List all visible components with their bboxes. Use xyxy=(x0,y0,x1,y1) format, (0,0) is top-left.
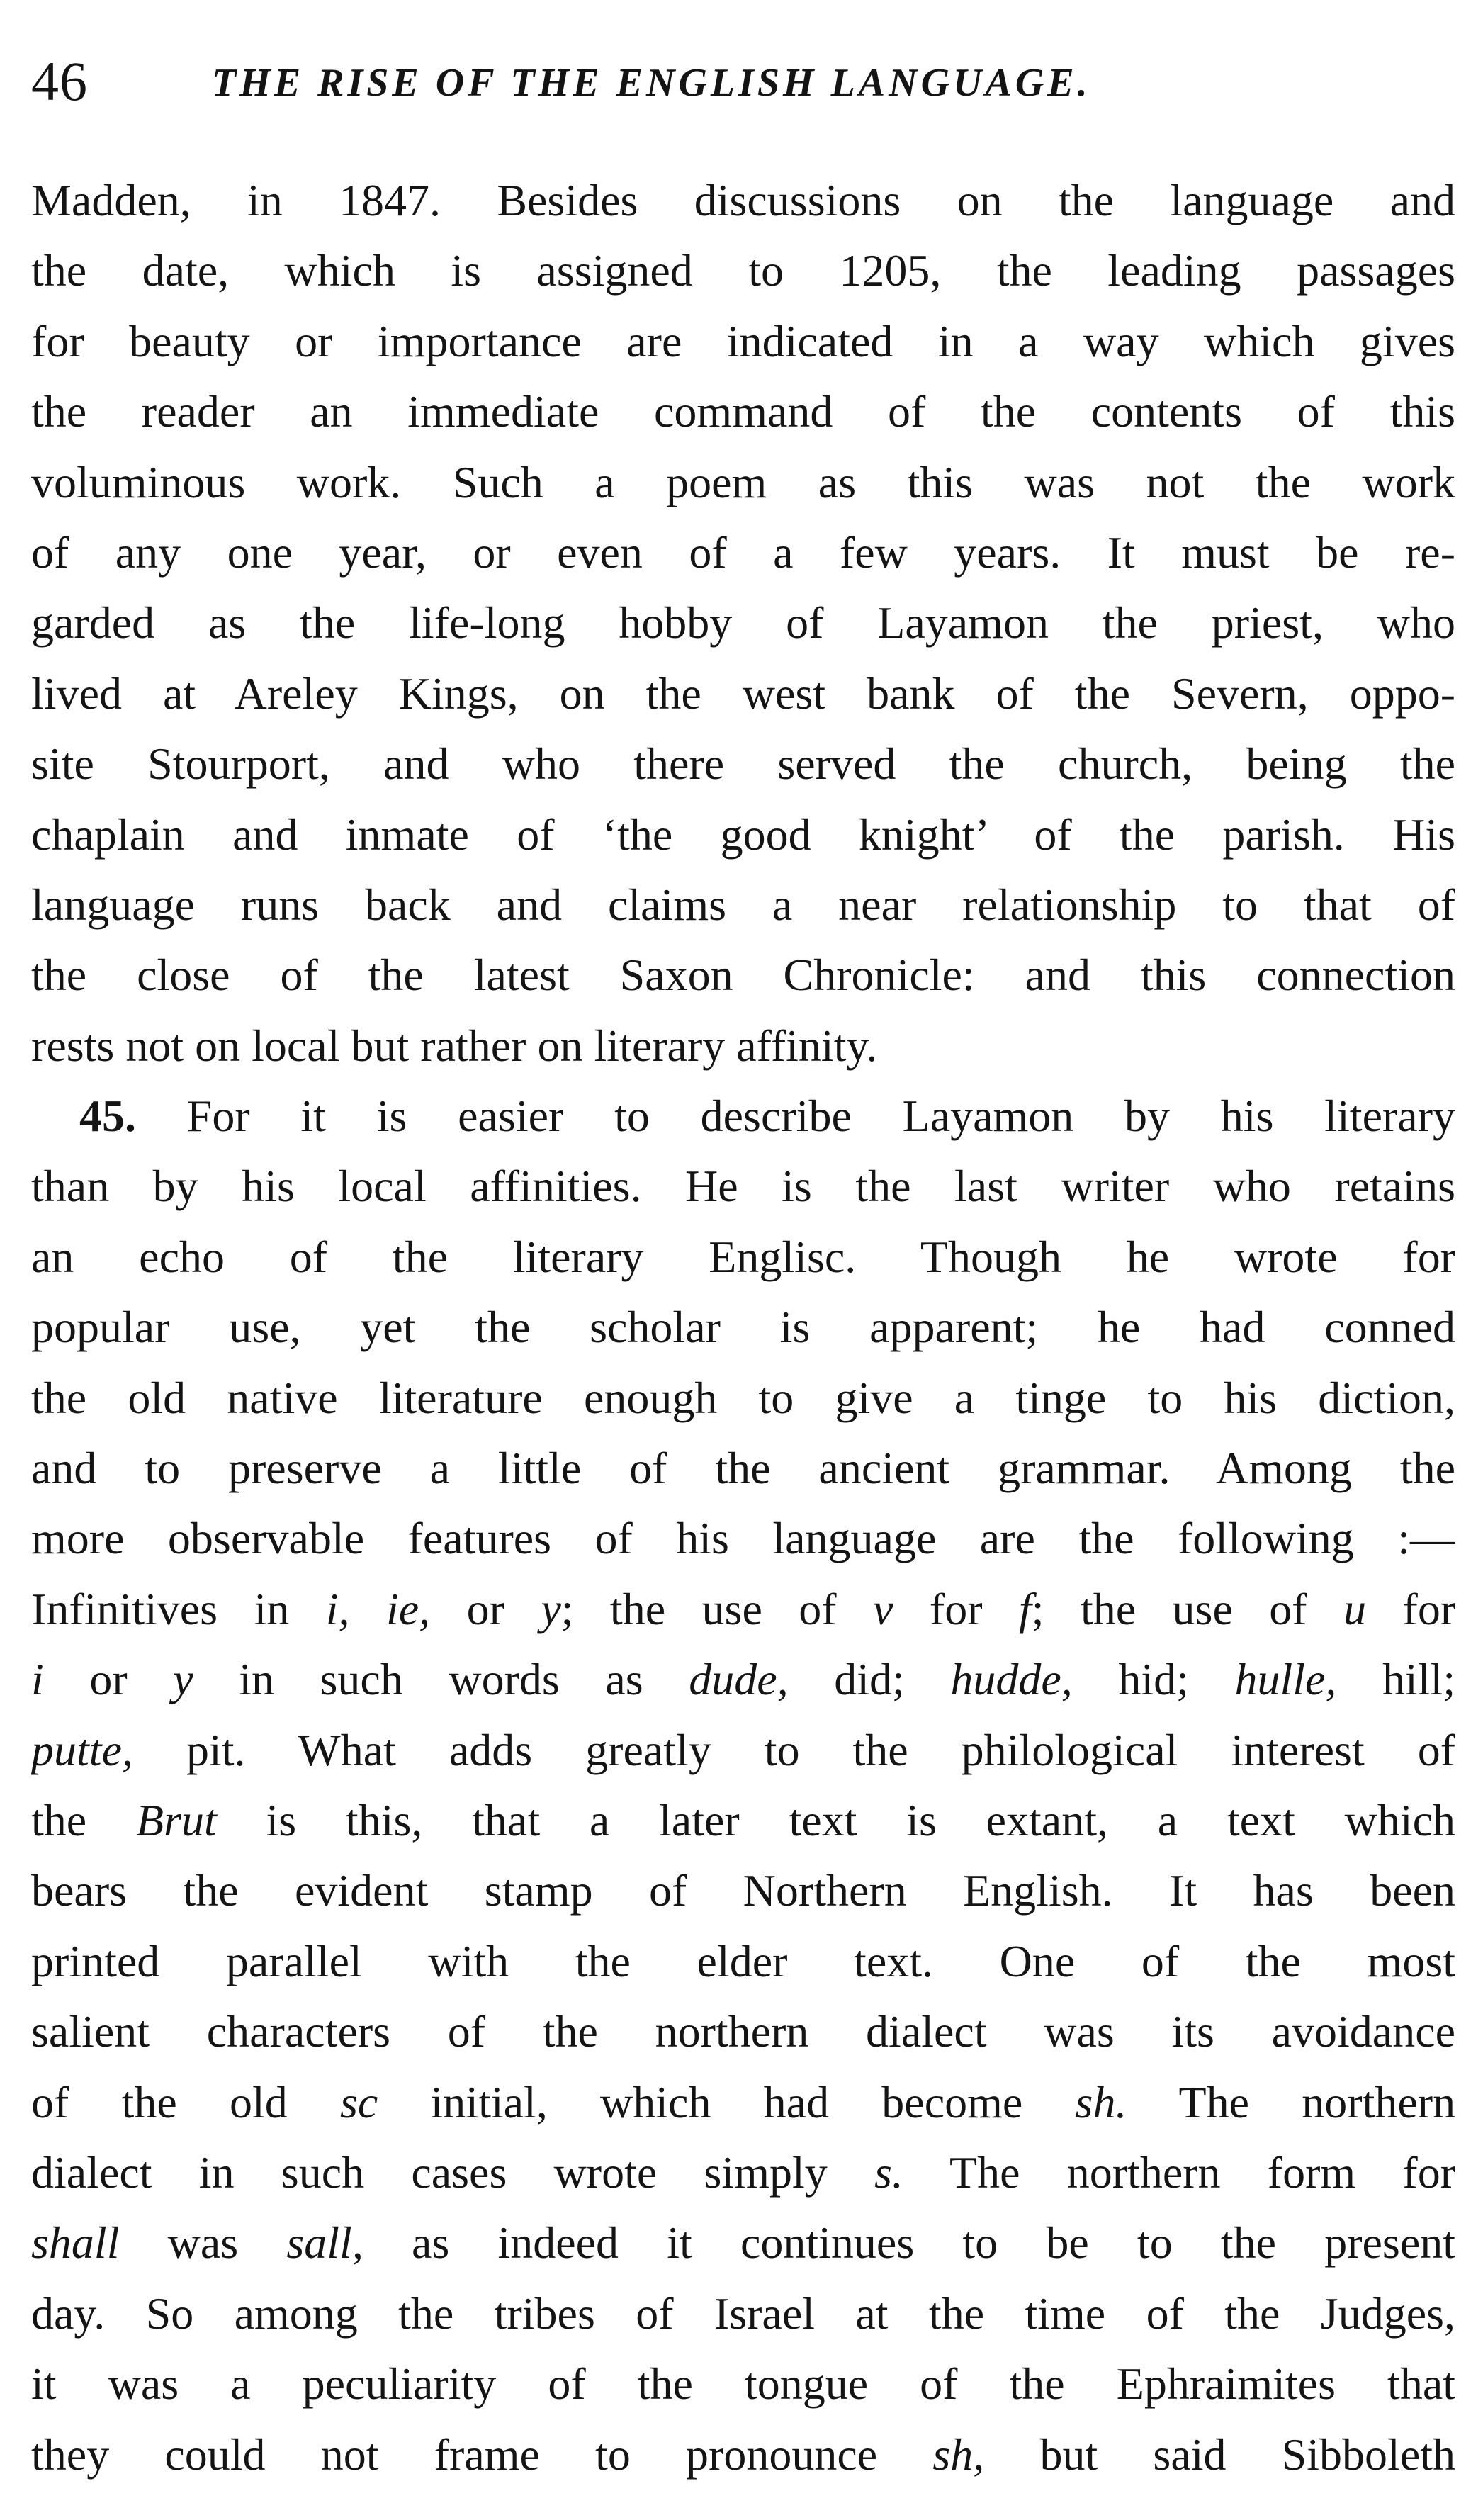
text-line: salient characters of the northern dialect was its avoidance xyxy=(31,2006,1455,2057)
italic-term: s. xyxy=(874,2147,903,2198)
text-line: an echo of the literary Englisc. Though he wrote for xyxy=(31,1231,1455,1282)
text-span: Infinitives in xyxy=(31,1583,290,1634)
text-line: popular use, yet the scholar is apparent; he had conned xyxy=(31,1302,1455,1353)
text-line xyxy=(31,1715,1455,1785)
italic-term: dude, xyxy=(689,1654,789,1705)
text-span: for xyxy=(929,1583,983,1634)
text-span: pit. What adds greatly to the philological interest of xyxy=(186,1724,1455,1775)
text-line xyxy=(31,1574,1455,1644)
text-line: and to preserve a little of the ancient grammar. Among the xyxy=(31,1443,1455,1494)
text-span: did; xyxy=(834,1654,905,1705)
italic-term: i xyxy=(31,1654,44,1705)
italic-term: y xyxy=(173,1654,193,1705)
italic-term: v xyxy=(873,1583,893,1634)
text-line: the date, which is assigned to 1205, the leading passages xyxy=(31,245,1455,296)
text-line xyxy=(31,1785,1455,1855)
italic-term: Brut xyxy=(135,1794,217,1845)
text-line: than by his local affinities. He is the last writer who retains xyxy=(31,1161,1455,1212)
text-line: chaplain and inmate of ‘the good knight’ of the parish. His xyxy=(31,809,1455,860)
text-line xyxy=(31,2207,1455,2278)
text-span: The northern xyxy=(1178,2076,1455,2127)
text-line xyxy=(31,2419,1455,2490)
text-line: printed parallel with the elder text. One of the most xyxy=(31,1935,1455,1986)
text-line: garded as the life-long hobby of Layamon the priest, who xyxy=(31,597,1455,648)
text-line: Madden, in 1847. Besides discussions on the language and xyxy=(31,175,1455,225)
italic-term: f xyxy=(1018,1583,1032,1634)
text-span: for xyxy=(1402,1583,1455,1634)
italic-term: sh. xyxy=(1075,2076,1127,2127)
text-span: For it is easier to describe Layamon by his literary xyxy=(186,1091,1455,1142)
text-span: dialect in such cases wrote simply xyxy=(31,2147,828,2198)
paragraph-45 xyxy=(31,1081,1455,2490)
italic-term: u xyxy=(1343,1583,1367,1634)
text-line: site Stourport, and who there served the church, being the xyxy=(31,738,1455,789)
text-line: more observable features of his language are the following :— xyxy=(31,1513,1455,1564)
text-line: lived at Areley Kings, on the west bank of the Severn, oppo- xyxy=(31,668,1455,719)
text-span: but said Sibboleth xyxy=(1039,2429,1455,2480)
text-line xyxy=(31,1081,1455,1151)
italic-term: sh, xyxy=(932,2429,985,2480)
text-line xyxy=(31,2067,1455,2137)
text-span: ; the use of xyxy=(560,1583,837,1634)
italic-term: hulle, xyxy=(1234,1654,1337,1705)
italic-term: shall xyxy=(31,2217,120,2268)
text-line: bears the evident stamp of Northern English. It has been xyxy=(31,1865,1455,1916)
text-span: is this, that a later text is extant, a text which xyxy=(266,1794,1455,1845)
text-line: the close of the latest Saxon Chronicle: and this connection xyxy=(31,950,1455,1001)
text-span: hill; xyxy=(1382,1654,1455,1705)
page-header xyxy=(31,44,1448,122)
text-span: hid; xyxy=(1118,1654,1189,1705)
text-line: day. So among the tribes of Israel at the time of the Judges, xyxy=(31,2288,1455,2339)
text-line xyxy=(31,1644,1455,1714)
italic-term: i, xyxy=(325,1583,350,1634)
text-span: or xyxy=(89,1654,128,1705)
text-span: the xyxy=(31,1794,87,1845)
text-line: for beauty or importance are indicated in a way which gives xyxy=(31,315,1455,366)
text-span: initial, which had become xyxy=(430,2076,1023,2127)
text-span: they could not frame to pronounce xyxy=(31,2429,878,2480)
text-line: of any one year, or even of a few years. It must be re- xyxy=(31,527,1455,578)
text-span: as indeed it continues to be to the present xyxy=(411,2217,1455,2268)
text-line: it was a peculiarity of the tongue of the Ephraimites that xyxy=(31,2358,1455,2409)
text-line xyxy=(31,2137,1455,2207)
body-text xyxy=(31,165,1455,2490)
page-number: 46 xyxy=(31,50,88,112)
text-span: ; the use of xyxy=(1031,1583,1307,1634)
italic-term: sall, xyxy=(286,2217,363,2268)
italic-term: putte, xyxy=(31,1724,133,1775)
text-span: was xyxy=(167,2217,239,2268)
text-span: or xyxy=(466,1583,504,1634)
text-line: the old native literature enough to give a tinge to his diction, xyxy=(31,1372,1455,1423)
text-line: language runs back and claims a near relationship to that of xyxy=(31,879,1455,930)
text-line: the reader an immediate command of the contents of this xyxy=(31,386,1455,437)
italic-term: sc xyxy=(339,2076,378,2127)
section-number: 45. xyxy=(79,1091,136,1142)
running-title: THE RISE OF THE ENGLISH LANGUAGE. xyxy=(212,61,1091,105)
paragraph-1 xyxy=(31,165,1455,1081)
text-span: of the old xyxy=(31,2076,288,2127)
text-span: The northern form for xyxy=(949,2147,1455,2198)
italic-term: hudde, xyxy=(950,1654,1073,1705)
italic-term: y xyxy=(541,1583,561,1634)
italic-term: ie, xyxy=(385,1583,431,1634)
text-span: in such words as xyxy=(239,1654,643,1705)
text-line: rests not on local but rather on literary affinity. xyxy=(31,1020,878,1071)
text-line: voluminous work. Such a poem as this was not the work xyxy=(31,456,1455,507)
